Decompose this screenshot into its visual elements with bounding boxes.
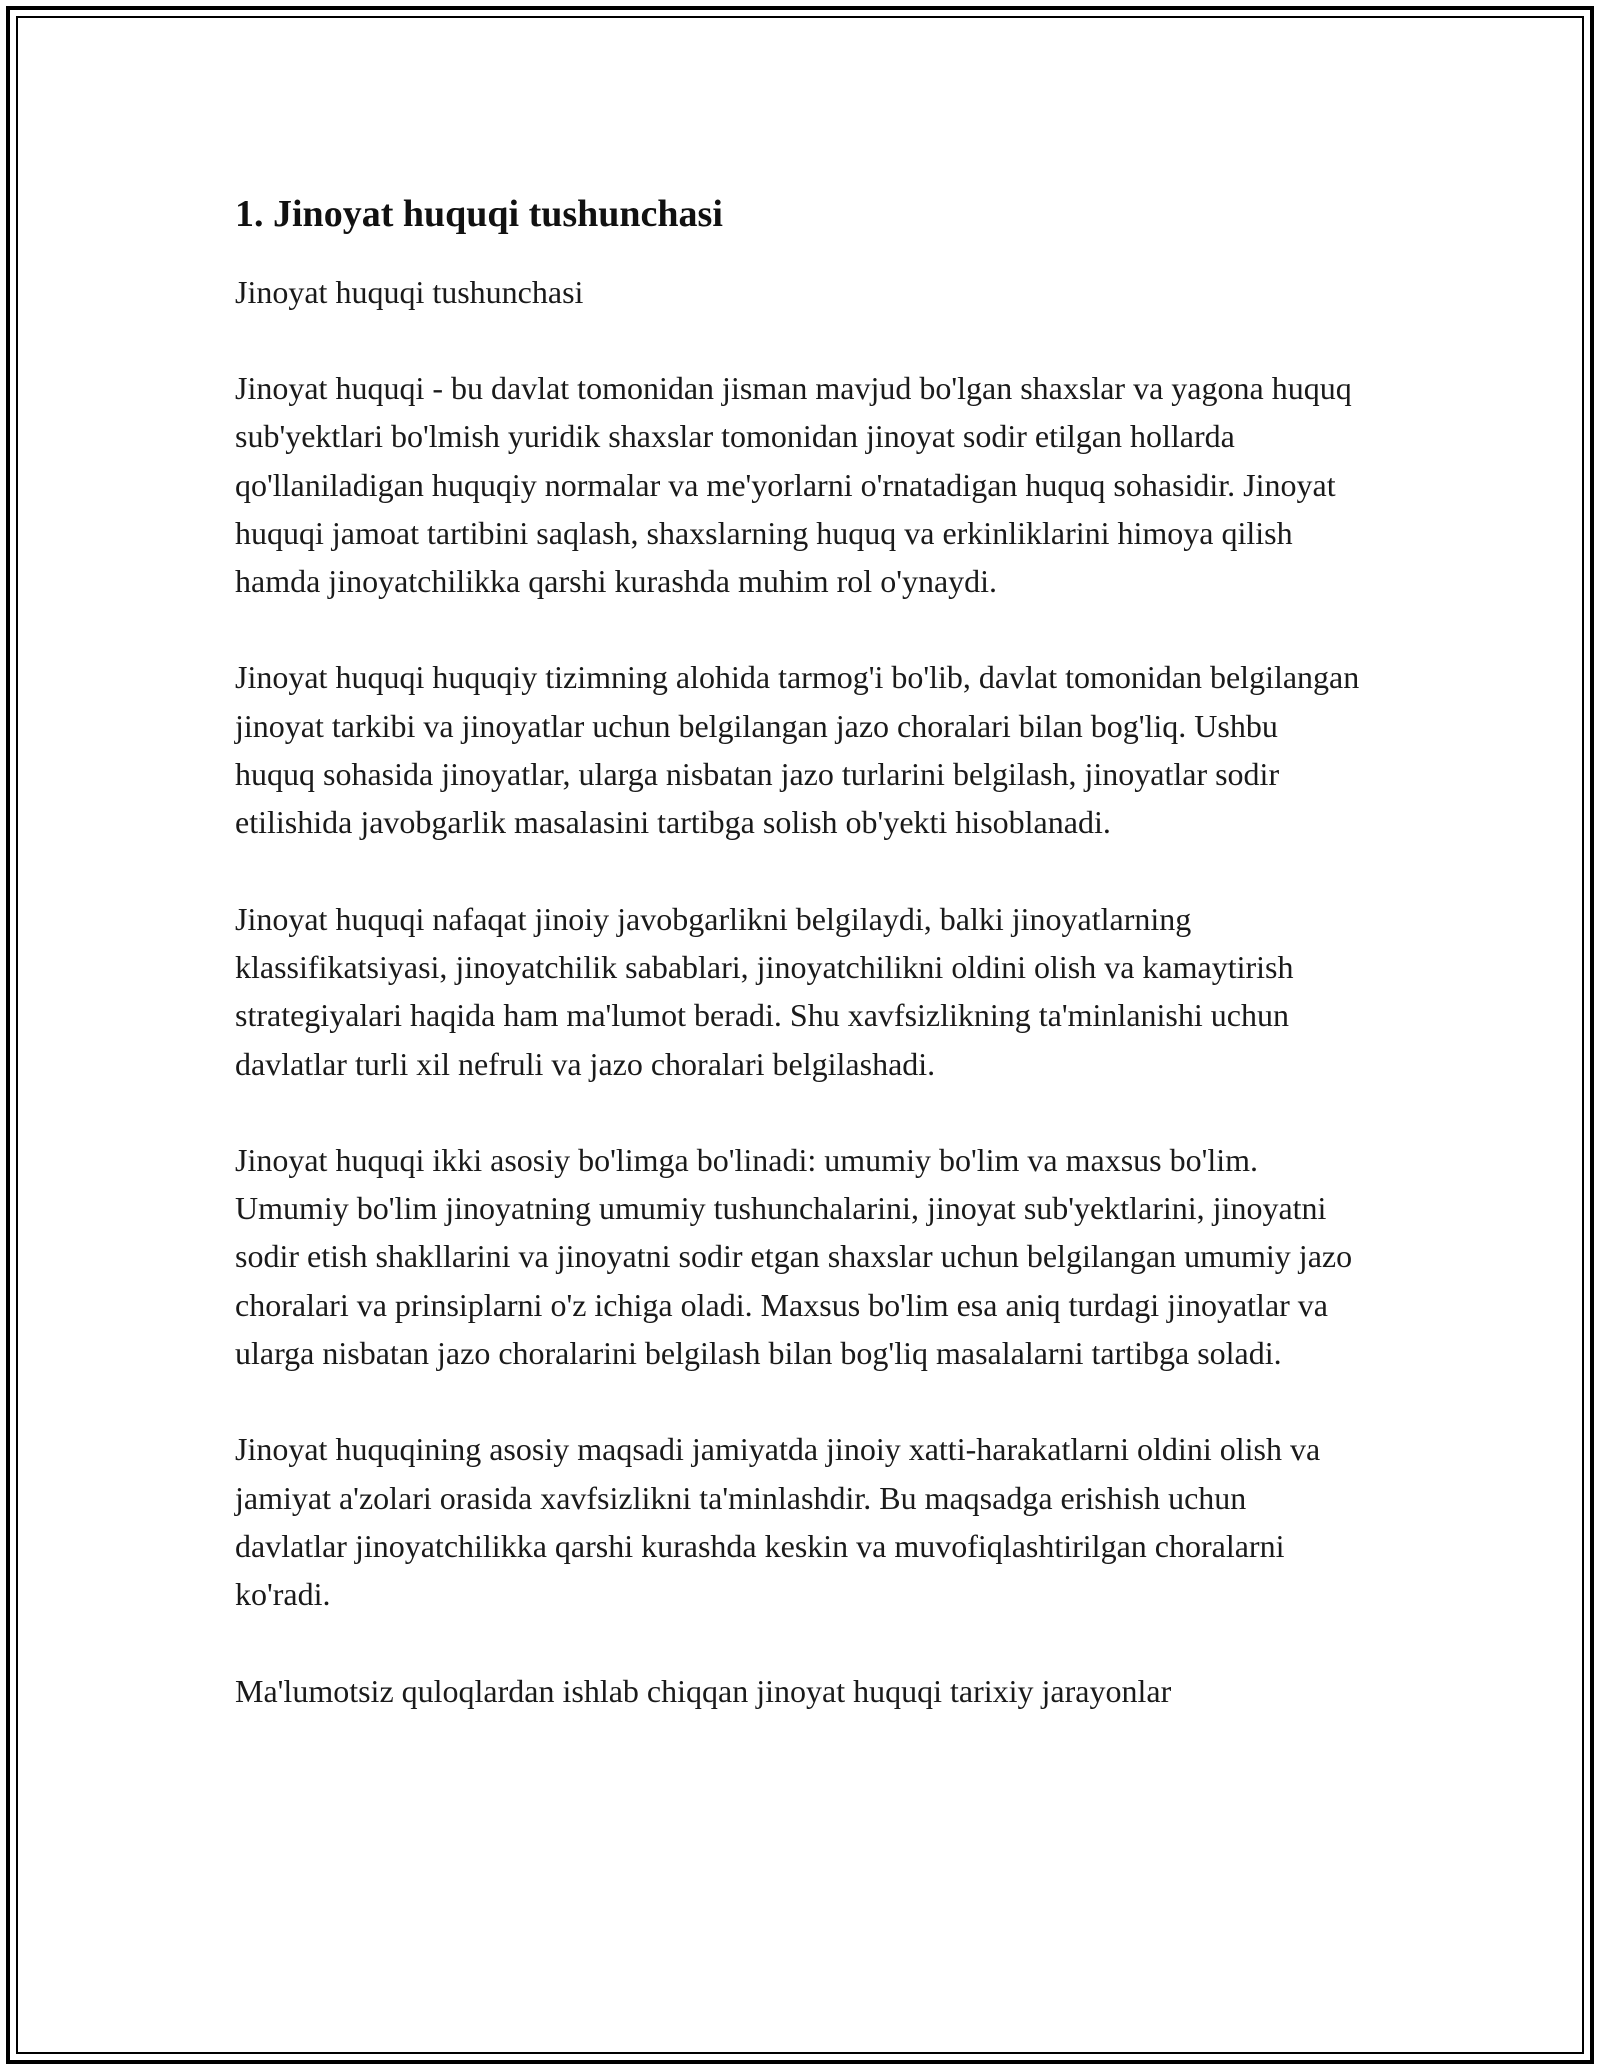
- paragraph: Jinoyat huquqi huquqiy tizimning alohida tarmog'i bo'lib, davlat tomonidan belgilangan jinoyat tarkibi va jinoyatlar uchun belgilangan jazo choralari bilan bog'liq. Ushbu huquq sohasida jinoyatlar, ularga nisbatan jazo turlarini belgilash, jinoyatlar sodir etilishida javobgarlik masalasini tartibga solish ob'yekti hisoblanadi.: [235, 659, 1360, 841]
- paragraph: Jinoyat huquqining asosiy maqsadi jamiyatda jinoiy xatti-harakatlarni oldini olish va jamiyat a'zolari orasida xavfsizlikni ta'minlashdir. Bu maqsadga erishish uchun davlatlar jinoyatchilikka qarshi kurashda keskin va muvofiqlashtirilgan choralarni ko'radi.: [235, 1431, 1321, 1613]
- document-body: [235, 186, 1365, 1763]
- paragraph: Jinoyat huquqi ikki asosiy bo'limga bo'linadi: umumiy bo'lim va maxsus bo'lim. Umumiy bo'lim jinoyatning umumiy tushunchalarini, jinoyat sub'yektlarini, jinoyatni sodir etish shakllarini va jinoyatni sodir etgan shaxslar uchun belgilangan umumiy jazo choralari va prinsiplarni o'z ichiga oladi. Maxsus bo'lim esa aniq turdagi jinoyatlar va ularga nisbatan jazo choralarini belgilash bilan bog'liq masalalarni tartibga soladi.: [235, 1141, 1353, 1372]
- document-subtitle: Jinoyat huquqi tushunchasi: [235, 274, 584, 310]
- document-heading: 1. Jinoyat huquqi tushunchasi: [235, 193, 723, 235]
- paragraph: Ma'lumotsiz quloqlardan ishlab chiqqan jinoyat huquqi tarixiy jarayonlar: [235, 1672, 1172, 1709]
- paragraph: Jinoyat huquqi - bu davlat tomonidan jisman mavjud bo'lgan shaxslar va yagona huquq sub'yektlari bo'lmish yuridik shaxslar tomonidan jinoyat sodir etilgan hollarda qo'llaniladigan huquqiy normalar va me'yorlarni o'rnatadigan huquq sohasidir. Jinoyat huquqi jamoat tartibini saqlash, shaxslarning huquq va erkinliklarini himoya qilish hamda jinoyatchilikka qarshi kurashda muhim rol o'ynaydi.: [235, 370, 1352, 600]
- paragraph: Jinoyat huquqi nafaqat jinoiy javobgarlikni belgilaydi, balki jinoyatlarning klassifikatsiyasi, jinoyatchilik sabablari, jinoyatchilikni oldini olish va kamaytirish strategiyalari haqida ham ma'lumot beradi. Shu xavfsizlikning ta'minlanishi uchun davlatlar turli xil nefruli va jazo choralari belgilashadi.: [235, 900, 1294, 1082]
